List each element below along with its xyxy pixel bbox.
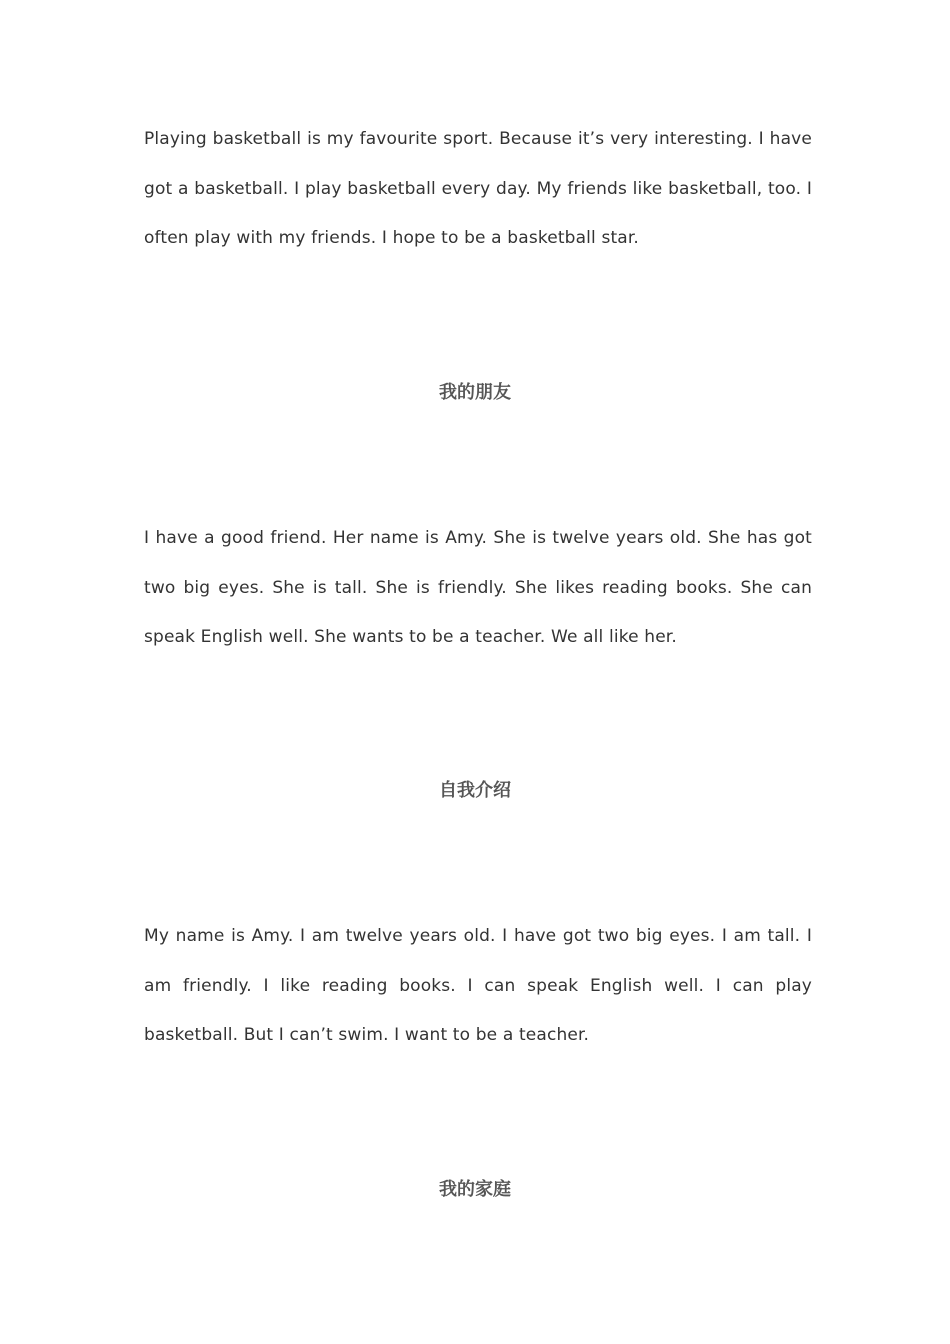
section-heading-my-family: 我的家庭 <box>439 1179 511 1200</box>
essay-paragraph-basketball: Playing basketball is my favourite sport. Because it’s very interesting. I have got a basketball. I play basketball every day. My friends like basketball, too. I often play with my friends. I hope to be a basketball star. <box>144 129 812 249</box>
essay-paragraph-self-introduction: My name is Amy. I am twelve years old. I have got two big eyes. I am tall. I am friendly. I like reading books. I can speak English well. I can play basketball. But I can’t swim. I want to be a teacher. <box>144 926 812 1046</box>
section-heading-self-introduction: 自我介绍 <box>439 780 511 801</box>
essay-paragraph-my-friend: I have a good friend. Her name is Amy. She is twelve years old. She has got two big eyes. She is tall. She is friendly. She likes reading books. She can speak English well. She wants to be a teacher. We all like her. <box>144 528 812 648</box>
section-heading-my-friend: 我的朋友 <box>439 382 511 403</box>
